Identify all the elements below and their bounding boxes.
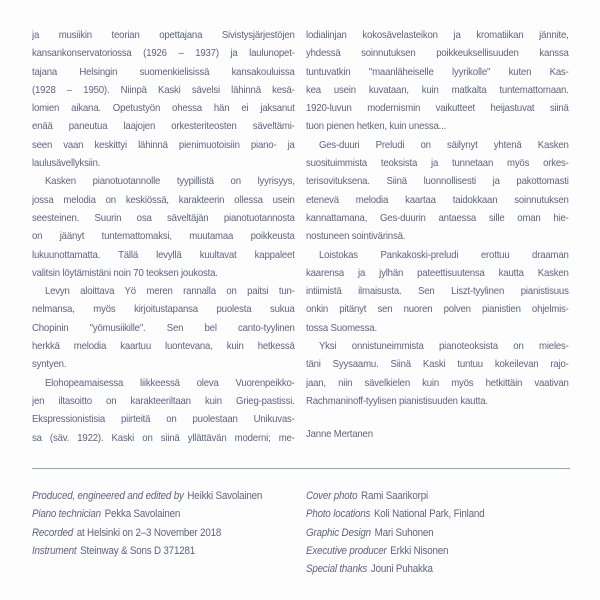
credit-label: Piano technician (32, 508, 101, 521)
credit-line (32, 487, 310, 505)
credit-line (32, 505, 310, 523)
body-text-line: laulusävellyksiin. (32, 158, 101, 170)
credit-line (32, 542, 310, 560)
credit-value: Mari Suhonen (374, 526, 434, 539)
body-text-line: jaan, niin sävelkielen kuin myös hetkittäin vaativan (306, 377, 569, 389)
body-text-line: tuntuvatkin "maanläheiselle lyyrikolle" kuten Kas- (306, 66, 569, 78)
body-text-line: kannattamana, Ges-duurin antaessa sille oman hie- (306, 212, 569, 224)
body-text-line: tuon pienen hetken, kuin unessa... (306, 121, 447, 133)
credit-value: Rami Saarikorpi (361, 490, 428, 502)
body-text-line: syntyen. (32, 359, 67, 371)
body-text-line: kea usein kuvataan, kuin matkalta tuntemattomaan. (306, 84, 569, 96)
body-text-line: täni Syysaamu. Siinä Kaski tuntuu kokeilevan rajo- (306, 359, 569, 371)
credit-label: Recorded (32, 526, 74, 539)
body-text-line: suosituimmista teoksista ja tunnetaan myös orkes- (306, 158, 569, 170)
credit-line (306, 524, 584, 542)
credit-label: Instrument (32, 544, 77, 557)
body-text-line: nostuneen sointivärinsä. (306, 231, 406, 243)
body-text-line: enää paneutua laajojen orkesteriteosten säveltämi- (32, 121, 295, 133)
credit-line (306, 505, 584, 523)
body-text-line: Ges-duuri Preludi on säilynyt yhtenä Kasken (318, 139, 569, 151)
body-text-line: nelmansa, myös kirjoitustapansa puolesta sukua (32, 304, 295, 316)
body-text-line: tajana Helsingin suomenkielisissä kansakouluissa (32, 66, 295, 78)
booklet-left-column (32, 27, 295, 448)
body-text-line: jen iltasoitto on karakteeriltaan kuin Grieg-pastissi. (32, 395, 295, 407)
credit-value: Heikki Savolainen (187, 490, 263, 502)
body-text-line: jossa melodia on keskiössä, karakteerin ollessa usein (32, 194, 295, 206)
body-text-line: Elohopeamaisessa liikkeessä oleva Vuorenpeikko- (44, 377, 295, 389)
credit-line (306, 487, 584, 505)
body-text-line: terisovituksena. Siinä luonnollisesti ja pakottomasti (306, 176, 569, 188)
credit-line (32, 524, 310, 542)
credit-label: Photo locations (306, 508, 371, 521)
body-text-line: ja musiikin teorian opettajana Sivistysjärjestöjen (32, 30, 295, 41)
credit-line (306, 560, 584, 578)
body-text-line: Ekspressionistisia piirteitä on puolestaan Unikuvas- (32, 414, 295, 426)
body-text-line: Chopinin "yömusiikille". Sen bel canto-tyylinen (32, 322, 295, 334)
body-text-line: Kasken pianotuotannolle tyypillistä on lyyrisyys, (44, 176, 295, 188)
credit-label: Produced, engineered and edited by (32, 490, 184, 502)
body-text-line: tossa Suomessa. (306, 322, 377, 334)
booklet-right-column (306, 27, 569, 445)
body-text-line: kansankonservatoriossa (1926 – 1937) ja laulunopet- (32, 48, 295, 60)
body-text-line: lomien aikana. Opetustyön ohessa hän ei jaksanut (32, 103, 295, 115)
body-text-line: intiimistä ilmaisusta. Sen Liszt-tyylinen pianistisuus (306, 286, 569, 298)
body-text-line: (1928 – 1950). Niinpä Kaski sävelsi lähinnä kesä- (32, 84, 295, 96)
credit-value: Erkki Nisonen (390, 544, 449, 557)
body-text-line: sa (säv. 1922). Kaski on siinä yllättävän moderni; me- (32, 432, 295, 444)
body-text-line: lukuunottamatta. Tällä levyllä kuultavat kappaleet (32, 249, 295, 261)
credit-value: Koli National Park, Finland (373, 508, 485, 521)
body-text-line: etenevä melodia kaartaa taidokkaan soinnutuksen (306, 194, 569, 206)
body-text-line: herkkä melodia kaartuu luontevana, kuin hetkessä (32, 341, 295, 353)
body-text-line: valitsin löytämistäni noin 70 teoksen joukosta. (32, 267, 218, 279)
author-name: Janne Mertanen (306, 429, 373, 441)
body-text-line: Yksi onnistuneimmista pianoteoksista on mieles- (318, 341, 569, 353)
body-text-line: onkin pitänyt sen nuoren polven pianistien ohjelmis- (306, 304, 569, 316)
body-text-line: Levyn aloittava Yö meren rannalla on paitsi tun- (44, 286, 295, 298)
credit-label: Executive producer (306, 544, 387, 557)
body-text-line: lodialinjan kokosävelasteikon ja kromatiikan jännite, (306, 30, 569, 41)
body-text-line: 1920-luvun modernismin vaikutteet heijastuvat siinä (306, 103, 569, 115)
body-text-line: on jäänyt tuntemattomaksi, muutamaa poikkeusta (32, 231, 295, 243)
credit-label: Graphic Design (306, 526, 371, 539)
credit-label: Special thanks (306, 563, 368, 576)
credit-value: Pekka Savolainen (104, 508, 181, 521)
divider-line (32, 468, 570, 469)
body-text-line: Loistokas Pankakoski-preludi erottuu draaman (318, 249, 569, 261)
body-text-line: Rachmaninoff-tyylisen pianistisuuden kautta. (306, 395, 488, 407)
credit-label: Cover photo (306, 490, 358, 502)
body-text-line: yhdessä soinnutuksen poikkeuksellisuuden kanssa (306, 48, 569, 60)
body-text-line: seen vaan keskittyi lähinnä pienimuotoisiin piano- ja (32, 139, 295, 151)
credits-right-column (306, 487, 584, 578)
credit-value: Steinway & Sons D 371281 (80, 544, 196, 557)
body-text-line: kaarensa ja jylhän pateettisuutensa kautta Kasken (306, 267, 569, 279)
credit-value: at Helsinki on 2–3 November 2018 (76, 526, 222, 539)
credits-left-column (32, 487, 310, 560)
body-text-line: seesteinen. Suurin osa säveltäjän pianotuotannosta (32, 212, 295, 224)
credit-value: Jouni Puhakka (370, 563, 433, 576)
credit-line (306, 542, 584, 560)
